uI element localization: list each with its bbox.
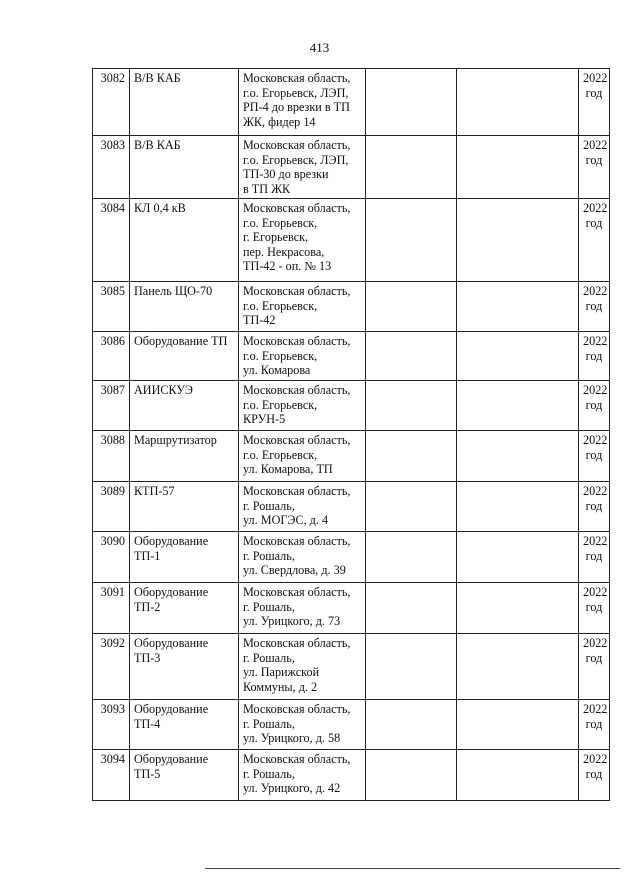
- empty-cell: [457, 381, 579, 431]
- row-number: 3086: [93, 332, 130, 381]
- object-name: Оборудование ТП-1: [130, 532, 239, 583]
- empty-cell: [366, 136, 457, 199]
- object-address-line: Московская область,: [243, 138, 351, 152]
- object-name: Оборудование ТП: [130, 332, 239, 381]
- object-address-line: ул. МОГЭС, д. 4: [243, 513, 329, 528]
- row-number: 3092: [93, 634, 130, 700]
- empty-cell: [366, 532, 457, 583]
- object-address: [239, 700, 366, 750]
- empty-cell: [366, 332, 457, 381]
- object-address-line: ТП-30 до врезки: [243, 167, 329, 182]
- commission-year: [579, 700, 610, 750]
- object-address: [239, 532, 366, 583]
- commission-year: [579, 532, 610, 583]
- object-address: [239, 136, 366, 199]
- page-number: 413: [309, 40, 330, 55]
- footer-rule: [205, 868, 620, 869]
- object-name: Оборудование ТП-3: [130, 634, 239, 700]
- object-address: [239, 431, 366, 482]
- row-number: 3084: [93, 199, 130, 282]
- empty-cell: [457, 136, 579, 199]
- object-address-line: г.о. Егорьевск, ЛЭП,: [243, 152, 349, 167]
- object-address-line: г. Рошаль,: [243, 650, 295, 665]
- row-number: 3093: [93, 700, 130, 750]
- empty-cell: [457, 700, 579, 750]
- empty-cell: [457, 69, 579, 136]
- commission-year: [579, 750, 610, 801]
- object-address: [239, 482, 366, 532]
- object-address-line: ул. Парижской: [243, 665, 320, 680]
- object-address-line: г. Рошаль,: [243, 766, 295, 781]
- commission-year: [579, 199, 610, 282]
- object-address-line: Московская область,: [243, 585, 351, 599]
- commission-year-line: год: [585, 447, 603, 462]
- object-address: [239, 69, 366, 136]
- table-row: [93, 634, 610, 700]
- object-address-line: пер. Некрасова,: [243, 244, 325, 259]
- empty-cell: [366, 282, 457, 332]
- object-address-line: ТП-42 - оп. № 13: [243, 259, 332, 274]
- object-name: Оборудование ТП-5: [130, 750, 239, 801]
- row-number: 3085: [93, 282, 130, 332]
- object-address-line: Московская область,: [243, 284, 351, 298]
- commission-year: [579, 69, 610, 136]
- row-number: 3087: [93, 381, 130, 431]
- commission-year-line: 2022: [583, 383, 608, 397]
- registry-table-body: [93, 69, 610, 801]
- commission-year-line: год: [585, 85, 603, 100]
- commission-year-line: 2022: [583, 636, 608, 650]
- object-name: Панель ЩО-70: [130, 282, 239, 332]
- object-name: КЛ 0,4 кВ: [130, 199, 239, 282]
- commission-year-line: 2022: [583, 433, 608, 447]
- object-address: [239, 199, 366, 282]
- object-address-line: г. Егорьевск,: [243, 230, 309, 245]
- table-row: [93, 532, 610, 583]
- commission-year-line: год: [585, 348, 603, 363]
- empty-cell: [457, 482, 579, 532]
- commission-year-line: 2022: [583, 534, 608, 548]
- empty-cell: [366, 750, 457, 801]
- empty-cell: [366, 700, 457, 750]
- table-row: [93, 282, 610, 332]
- commission-year-line: год: [585, 548, 603, 563]
- commission-year-line: год: [585, 766, 603, 781]
- object-address-line: Московская область,: [243, 752, 351, 766]
- object-address: [239, 282, 366, 332]
- row-number: 3082: [93, 69, 130, 136]
- empty-cell: [457, 332, 579, 381]
- table-row: [93, 199, 610, 282]
- row-number: 3090: [93, 532, 130, 583]
- commission-year-line: год: [585, 397, 603, 412]
- empty-cell: [366, 634, 457, 700]
- object-address: [239, 332, 366, 381]
- object-address-line: ЖК, фидер 14: [243, 114, 316, 129]
- object-address-line: Московская область,: [243, 71, 351, 85]
- commission-year-line: 2022: [583, 334, 608, 348]
- object-address-line: г. Рошаль,: [243, 548, 295, 563]
- object-address-line: ул. Свердлова, д. 39: [243, 563, 346, 578]
- empty-cell: [366, 69, 457, 136]
- object-name: Маршрутизатор: [130, 431, 239, 482]
- table-row: [93, 69, 610, 136]
- object-address-line: РП-4 до врезки в ТП: [243, 100, 350, 115]
- object-address-line: г. Рошаль,: [243, 498, 295, 513]
- commission-year: [579, 282, 610, 332]
- object-address-line: ул. Комарова: [243, 363, 311, 378]
- registry-table: [92, 68, 610, 801]
- commission-year-line: 2022: [583, 138, 608, 152]
- object-address-line: в ТП ЖК: [243, 181, 291, 196]
- empty-cell: [457, 634, 579, 700]
- commission-year-line: 2022: [583, 752, 608, 766]
- object-name: Оборудование ТП-4: [130, 700, 239, 750]
- object-address-line: ул. Урицкого, д. 58: [243, 731, 341, 746]
- commission-year-line: год: [585, 215, 603, 230]
- table-row: [93, 381, 610, 431]
- object-address-line: г.о. Егорьевск,: [243, 397, 318, 412]
- object-address: [239, 583, 366, 634]
- table-row: [93, 750, 610, 801]
- table-row: [93, 583, 610, 634]
- table-row: [93, 700, 610, 750]
- object-name: КТП-57: [130, 482, 239, 532]
- object-address-line: Московская область,: [243, 534, 351, 548]
- object-address-line: г.о. Егорьевск,: [243, 348, 318, 363]
- object-address: [239, 381, 366, 431]
- object-address: [239, 750, 366, 801]
- row-number: 3091: [93, 583, 130, 634]
- commission-year: [579, 482, 610, 532]
- commission-year-line: 2022: [583, 71, 608, 85]
- commission-year-line: год: [585, 152, 603, 167]
- object-address-line: ул. Комарова, ТП: [243, 462, 333, 477]
- commission-year-line: 2022: [583, 585, 608, 599]
- object-address-line: г. Рошаль,: [243, 599, 295, 614]
- object-address-line: ул. Урицкого, д. 42: [243, 781, 341, 796]
- commission-year: [579, 332, 610, 381]
- object-name: Оборудование ТП-2: [130, 583, 239, 634]
- object-address-line: Московская область,: [243, 636, 351, 650]
- empty-cell: [457, 750, 579, 801]
- empty-cell: [457, 282, 579, 332]
- commission-year-line: 2022: [583, 484, 608, 498]
- object-address-line: г.о. Егорьевск,: [243, 447, 318, 462]
- table-row: [93, 431, 610, 482]
- commission-year-line: 2022: [583, 702, 608, 716]
- empty-cell: [457, 199, 579, 282]
- object-address-line: ТП-42: [243, 313, 276, 328]
- commission-year: [579, 634, 610, 700]
- object-address-line: Московская область,: [243, 433, 351, 447]
- object-address-line: Московская область,: [243, 702, 351, 716]
- object-address-line: КРУН-5: [243, 412, 286, 427]
- row-number: 3083: [93, 136, 130, 199]
- commission-year-line: год: [585, 298, 603, 313]
- object-name: В/В КАБ: [130, 69, 239, 136]
- object-address-line: Коммуны, д. 2: [243, 679, 318, 694]
- commission-year: [579, 431, 610, 482]
- object-address: [239, 634, 366, 700]
- row-number: 3089: [93, 482, 130, 532]
- commission-year-line: год: [585, 599, 603, 614]
- object-address-line: Московская область,: [243, 383, 351, 397]
- object-address-line: ул. Урицкого, д. 73: [243, 614, 341, 629]
- object-address-line: Московская область,: [243, 201, 351, 215]
- empty-cell: [457, 583, 579, 634]
- object-address-line: Московская область,: [243, 334, 351, 348]
- commission-year: [579, 583, 610, 634]
- object-name: АИИСКУЭ: [130, 381, 239, 431]
- empty-cell: [457, 532, 579, 583]
- empty-cell: [366, 482, 457, 532]
- empty-cell: [366, 381, 457, 431]
- row-number: 3094: [93, 750, 130, 801]
- object-address-line: г.о. Егорьевск, ЛЭП,: [243, 85, 349, 100]
- empty-cell: [366, 583, 457, 634]
- object-address-line: Московская область,: [243, 484, 351, 498]
- commission-year-line: 2022: [583, 201, 608, 215]
- empty-cell: [366, 431, 457, 482]
- object-address-line: г.о. Егорьевск,: [243, 215, 318, 230]
- commission-year-line: 2022: [583, 284, 608, 298]
- table-row: [93, 482, 610, 532]
- table-row: [93, 332, 610, 381]
- commission-year-line: год: [585, 650, 603, 665]
- commission-year-line: год: [585, 498, 603, 513]
- empty-cell: [457, 431, 579, 482]
- row-number: 3088: [93, 431, 130, 482]
- object-name: В/В КАБ: [130, 136, 239, 199]
- table-row: [93, 136, 610, 199]
- object-address-line: г.о. Егорьевск,: [243, 298, 318, 313]
- empty-cell: [366, 199, 457, 282]
- object-address-line: г. Рошаль,: [243, 716, 295, 731]
- commission-year: [579, 381, 610, 431]
- commission-year-line: год: [585, 716, 603, 731]
- commission-year: [579, 136, 610, 199]
